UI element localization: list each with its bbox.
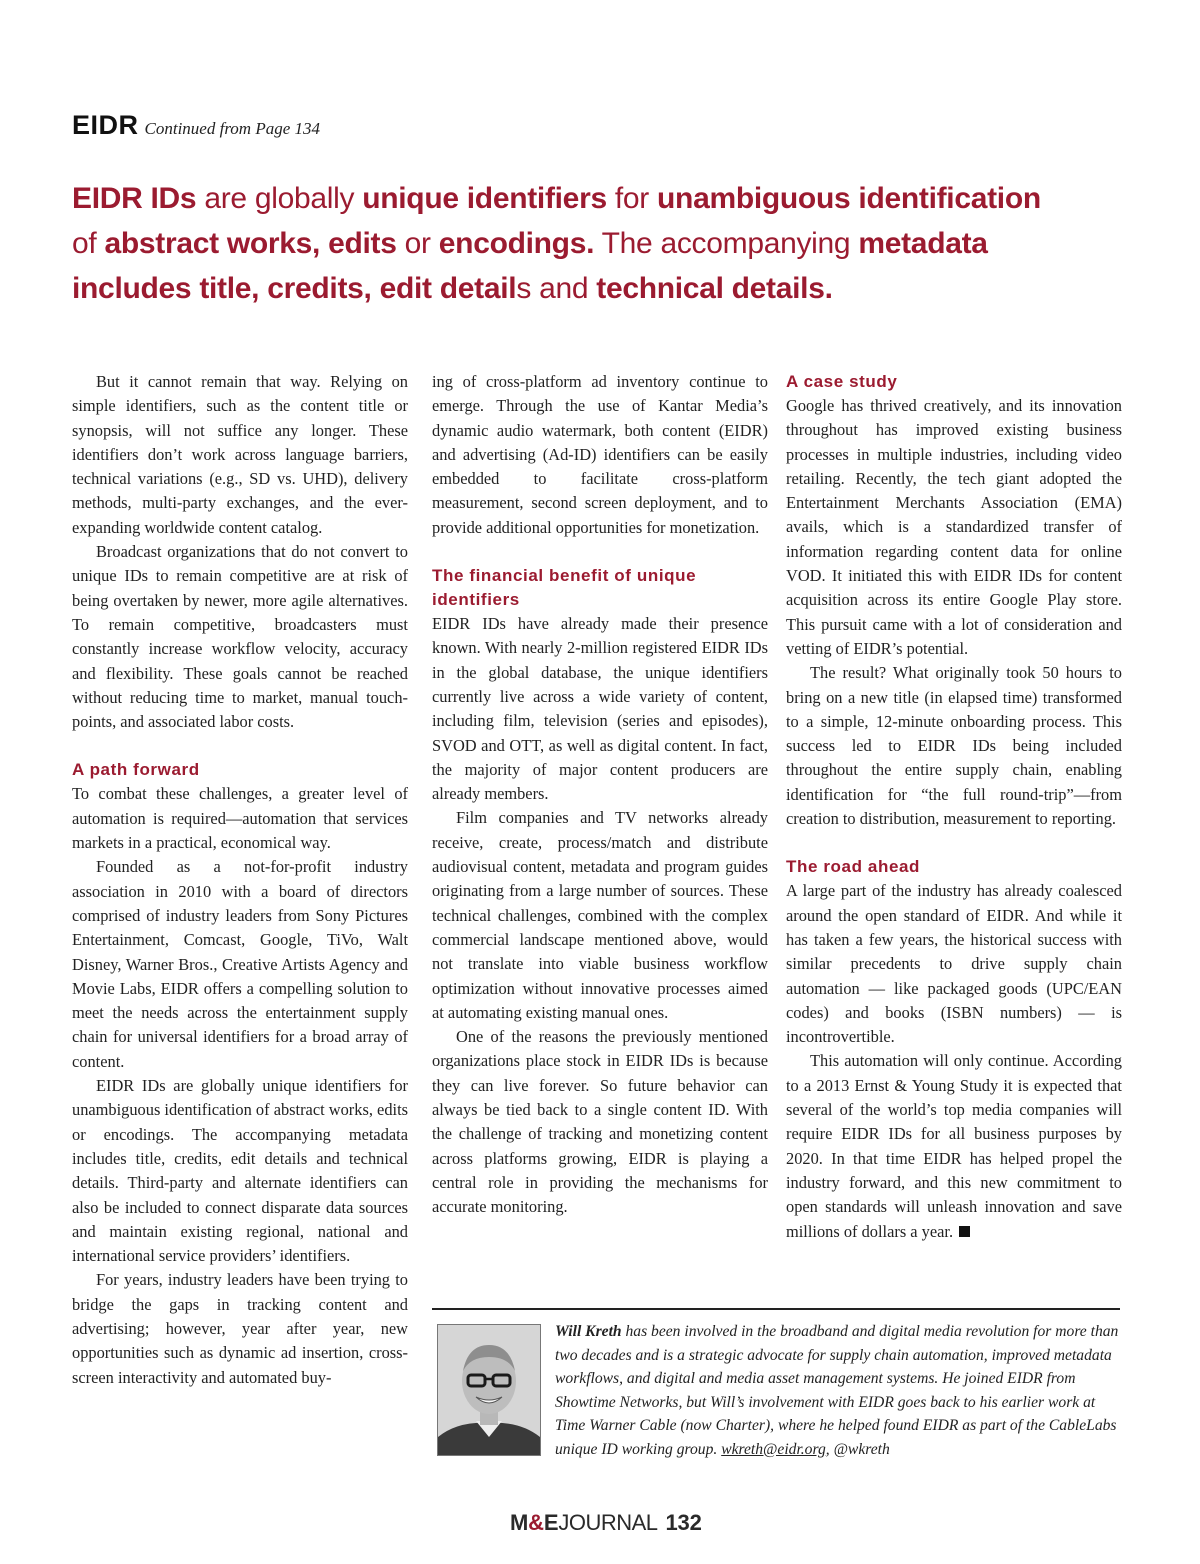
paragraph: Broadcast organizations that do not convert to unique IDs to remain competitive are at risk of being overtaken by newer, more agile alternatives. To remain competitive, broadcasters must constantly increase workflow velocity, accuracy and flexibility. These goals cannot be reached without reducing time to market, manual touch-points, and associated labor costs. [72, 542, 408, 732]
bio-divider [432, 1308, 1120, 1310]
paragraph: But it cannot remain that way. Relying on simple identifiers, such as the content title or synopsis, will not suffice any longer. These identifiers don’t work across language barriers, technical variations (e.g., SD vs. UHD), delivery methods, multi-party exchanges, and the ever-expanding worldwide content catalog. [72, 372, 408, 537]
bio-body: has been involved in the broadband and digital media revolution for more than two decades and is a strategic advocate for supply chain automation, improved metadata workflows, and digital and media asset management systems. He joined EIDR from Showtime Networks, but Will’s involvement with EIDR goes back to his earlier work at Time Warner Cable (now Charter), where he helped found EIDR as part of the CableLabs unique ID working group. [555, 1323, 1119, 1458]
paragraph-final [786, 1049, 1122, 1243]
subheading-path-forward: A path forward [72, 760, 200, 780]
paragraph: To combat these challenges, a greater level of automation is required—automation that services markets in a practical, economical way. [72, 784, 408, 853]
author-name: Will Kreth [555, 1323, 622, 1340]
article-column-1 [72, 370, 408, 1390]
pq-text: for [606, 182, 658, 215]
pq-text: includes title, credits, edit detail [72, 272, 517, 305]
pq-text: or [396, 227, 439, 260]
footer-logo-amp: & [528, 1510, 544, 1535]
author-handle: , @wkreth [825, 1440, 890, 1458]
author-photo [437, 1324, 541, 1456]
pq-text: metadata [858, 227, 988, 260]
paragraph: Founded as a not-for-profit industry association in 2010 with a board of directors comprised of industry leaders from Sony Pictures Entertainment, Comcast, Google, TiVo, Walt Disney, Warner Bros., Creative Artists Agency and Movie Labs, EIDR offers a compelling solution to meet the needs across the entertainment supply chain for universal identifiers for a broad array of content. [72, 857, 408, 1071]
paragraph: EIDR IDs are globally unique identifiers for unambiguous identification of abstract works, edits or encodings. The accompanying metadata includes title, credits, edit details and technical details. Third-party and alternate identifiers can also be included to connect disparate data sources and maintain existing regional, national and international service providers’ identifiers. [72, 1076, 408, 1266]
footer-logo-e: E [543, 1510, 559, 1535]
section-label: EIDR [72, 110, 139, 140]
pq-text: of [72, 227, 105, 260]
article-column-2 [432, 370, 768, 1220]
pq-text: are globally [196, 182, 363, 215]
paragraph: A large part of the industry has already coalesced around the open standard of EIDR. And while it has taken a few years, the historical success with similar precedents to drive supply chain automation — like packaged goods (UPC/EAN codes) and books (ISBN numbers) — is incontrovertible. [786, 881, 1122, 1047]
article-column-3 [786, 370, 1122, 1244]
pq-text: unique identifiers [362, 182, 607, 215]
paragraph: ing of cross-platform ad inventory continue to emerge. Through the use of Kantar Media’s dynamic audio watermark, both content (EIDR) and advertising (Ad-ID) identifiers can be easily embedded to facilitate cross-platform measurement, second screen deployment, and to provide additional opportunities for monetization. [432, 372, 768, 537]
footer-logo-journal: JOURNAL [558, 1510, 658, 1535]
author-email-link[interactable]: wkreth@eidr.org [721, 1440, 826, 1458]
pq-text: unambiguous identification [657, 182, 1041, 215]
author-bio [555, 1320, 1120, 1461]
pq-text: s and [516, 272, 597, 305]
pq-text: encodings. [438, 227, 595, 260]
paragraph: One of the reasons the previously mentioned organizations place stock in EIDR IDs is because they can live forever. So future behavior can always be tied back to a single content ID. With the challenge of tracking and monetizing content across platforms growing, EIDR is playing a central role in providing the mechanisms for accurate monitoring. [432, 1027, 768, 1217]
paragraph: Google has thrived creatively, and its innovation throughout has improved existing business processes in multiple industries, including video retailing. Recently, the tech giant adopted the Entertainment Merchants Association (EMA) avails, which is a standardized transfer of information regarding content data for online VOD. It initiated this with EIDR IDs for content acquisition across its entire Google Play store. This pursuit came with a lot of consideration and vetting of EIDR’s potential. [786, 396, 1122, 658]
continued-note: Continued from Page 134 [144, 119, 321, 138]
subheading-financial-benefit: The financial benefit of unique identifiers [432, 566, 697, 610]
page-footer [510, 1510, 702, 1536]
subheading-road-ahead: The road ahead [786, 857, 921, 877]
pq-text: abstract works, edits [104, 227, 397, 260]
footer-logo-m: M [510, 1510, 529, 1535]
pull-quote [72, 176, 1132, 311]
paragraph: Film companies and TV networks already receive, create, process/match and distribute audiovisual content, metadata and program guides originating from a large number of sources. These technical challenges, combined with the complex commercial landscape mentioned above, would not translate into viable business workflow optimization without innovative processes aimed at automating existing manual ones. [432, 808, 768, 1022]
pq-text: technical details. [596, 272, 833, 305]
paragraph: For years, industry leaders have been trying to bridge the gaps in tracking content and advertising; however, year after year, new opportunities such as dynamic ad insertion, cross-screen interactivity and automated buy- [72, 1270, 408, 1387]
paragraph: EIDR IDs have already made their presence known. With nearly 2-million registered EIDR IDs in the global database, the unique identifiers currently live across a wide variety of content, including film, television (series and episodes), SVOD and OTT, as well as digital content. In fact, the majority of major content producers are already members. [432, 614, 768, 804]
end-mark [959, 1226, 970, 1237]
paragraph-text: This automation will only continue. According to a 2013 Ernst & Young Study it is expected that several of the world’s top media companies will require EIDR IDs for all business purposes by 2020. In that time EIDR has helped propel the industry forward, and this new commitment to open standards will unleash innovation and save millions of dollars a year. [786, 1051, 1122, 1241]
running-head [72, 110, 320, 141]
pq-text: The accompanying [594, 227, 859, 260]
page-number: 132 [665, 1510, 702, 1535]
subheading-case-study: A case study [786, 372, 898, 391]
pq-text: EIDR IDs [72, 182, 197, 215]
paragraph: The result? What originally took 50 hours to bring on a new title (in elapsed time) transformed to a simple, 12-minute onboarding process. This success led to EIDR IDs being included throughout the entire supply chain, enabling identification for “the full round-trip”—from creation to distribution, measurement to reporting. [786, 663, 1122, 829]
